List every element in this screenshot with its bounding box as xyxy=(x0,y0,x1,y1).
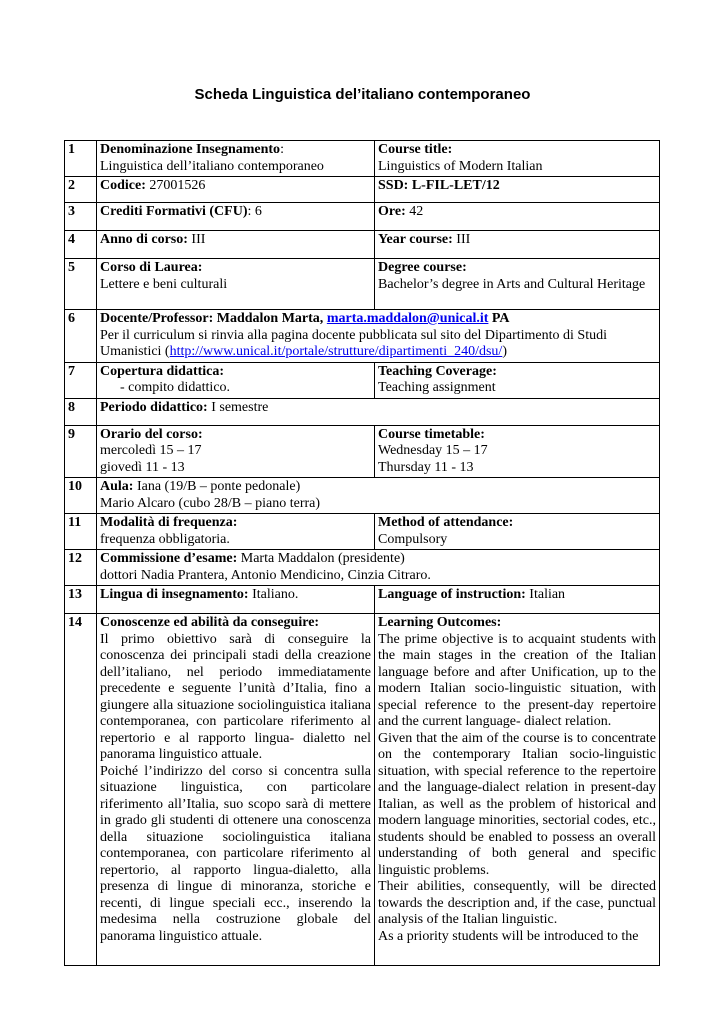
degree-course-label: Degree course: xyxy=(378,260,467,275)
code-value: 27001526 xyxy=(145,178,206,193)
course-title-value: Linguistics of Modern Italian xyxy=(378,158,543,174)
row-number: 11 xyxy=(65,514,97,550)
credits-value: : 6 xyxy=(247,204,262,219)
course-timetable-line1: Wednesday 15 – 17 xyxy=(378,443,488,458)
row-number: 14 xyxy=(65,614,97,966)
row-number: 2 xyxy=(65,177,97,203)
hours-value: 42 xyxy=(405,204,424,219)
year-value: III xyxy=(187,232,206,247)
knowledge-skills-label: Conoscenze ed abilità da conseguire: xyxy=(100,615,320,630)
professor-cell xyxy=(97,310,660,363)
degree-label: Corso di Laurea: xyxy=(100,260,203,275)
code-cell xyxy=(97,177,375,203)
instruction-language-label: Language of instruction: xyxy=(378,587,526,602)
course-title-label: Course title: xyxy=(378,142,453,157)
row-number: 13 xyxy=(65,586,97,614)
timetable-cell xyxy=(97,425,375,478)
attendance-label: Modalità di frequenza: xyxy=(100,515,238,530)
exam-board-line2: dottori Nadia Prantera, Antonio Mendicino, Cinzia Citraro. xyxy=(100,567,431,583)
table-row xyxy=(65,425,660,478)
ssd-cell xyxy=(375,177,660,203)
method-attendance-label: Method of attendance: xyxy=(378,515,514,530)
table-row xyxy=(65,614,660,966)
period-value: I semestre xyxy=(207,399,269,415)
degree-cell xyxy=(97,259,375,310)
code-label: Codice: xyxy=(100,178,146,193)
knowledge-skills-cell xyxy=(97,614,375,966)
row-number: 6 xyxy=(65,310,97,363)
ssd-label: SSD: L-FIL-LET/12 xyxy=(378,178,500,193)
table-row xyxy=(65,203,660,231)
row-number: 8 xyxy=(65,398,97,425)
year-label: Anno di corso: xyxy=(100,232,188,247)
classroom-cell xyxy=(97,478,660,514)
course-timetable-cell xyxy=(375,425,660,478)
row-number: 9 xyxy=(65,425,97,478)
row-number: 3 xyxy=(65,203,97,231)
department-url-link[interactable]: http://www.unical.it/portale/strutture/dipartimenti_240/dsu/ xyxy=(169,344,503,359)
page-title: Scheda Linguistica del’italiano contemporaneo xyxy=(194,86,531,103)
table-row xyxy=(65,586,660,614)
timetable-line1: mercoledì 15 – 17 xyxy=(100,443,202,458)
curriculum-text: Per il curriculum si rinvia alla pagina docente pubblicata sul sito del Dipartimento di Studi Umanistici ( xyxy=(100,327,607,359)
table-row xyxy=(65,514,660,550)
course-timetable-line2: Thursday 11 - 13 xyxy=(378,459,474,475)
year-course-value: III xyxy=(452,232,471,247)
row-number: 10 xyxy=(65,478,97,514)
timetable-label: Orario del corso: xyxy=(100,426,203,442)
credits-label: Crediti Formativi (CFU) xyxy=(100,204,248,219)
professor-role: PA xyxy=(488,311,510,326)
table-row xyxy=(65,478,660,514)
degree-course-value: Bachelor’s degree in Arts and Cultural Heritage xyxy=(378,276,646,292)
learning-outcomes-cell xyxy=(375,614,660,966)
period-cell xyxy=(97,398,660,425)
row-number: 5 xyxy=(65,259,97,310)
year-cell xyxy=(97,231,375,259)
method-attendance-value: Compulsory xyxy=(378,531,448,547)
instruction-language-cell xyxy=(375,586,660,614)
coverage-cell xyxy=(97,362,375,398)
course-sheet-table xyxy=(64,140,660,966)
classroom-line1: Iana (19/B – ponte pedonale) xyxy=(133,479,301,494)
row-number: 4 xyxy=(65,231,97,259)
hours-label: Ore: xyxy=(378,204,406,219)
learning-outcomes-p2: Given that the aim of the course is to concentrate on the contemporary Italian socio-linguistic situation, with special reference to the repertoire and the language-dialect relation in present-day Italian, as well as the problem of historical and modern language minorities, sectorial codes, etc., students should be enabled to possess an overall understanding of both general and specific linguistic problems. xyxy=(378,730,656,878)
table-row xyxy=(65,259,660,310)
exam-board-line1: Marta Maddalon (presidente) xyxy=(237,551,405,566)
row-number: 12 xyxy=(65,550,97,586)
year-course-label: Year course: xyxy=(378,232,453,247)
classroom-line2: Mario Alcaro (cubo 28/B – piano terra) xyxy=(100,495,321,511)
teaching-coverage-label: Teaching Coverage: xyxy=(378,363,497,379)
coverage-item: - compito didattico. xyxy=(120,380,231,395)
classroom-label: Aula: xyxy=(100,479,134,494)
row-number: 1 xyxy=(65,141,97,177)
learning-outcomes-p3: Their abilities, consequently, will be directed towards the description and, if the case, punctual analysis of the Italian linguistic. xyxy=(378,879,656,927)
timetable-line2: giovedì 11 - 13 xyxy=(100,459,185,475)
row-number: 7 xyxy=(65,362,97,398)
teaching-language-label: Lingua di insegnamento: xyxy=(100,587,249,602)
hours-cell xyxy=(375,203,660,231)
table-row xyxy=(65,310,660,363)
table-row xyxy=(65,398,660,425)
year-course-cell xyxy=(375,231,660,259)
coverage-label: Copertura didattica: xyxy=(100,363,225,379)
learning-outcomes-label: Learning Outcomes: xyxy=(378,615,502,630)
professor-label: Docente/Professor: Maddalon Marta, xyxy=(100,311,324,326)
method-attendance-cell xyxy=(375,514,660,550)
course-name-cell xyxy=(97,141,375,177)
table-row xyxy=(65,550,660,586)
course-timetable-label: Course timetable: xyxy=(378,426,485,442)
period-label: Periodo didattico: xyxy=(100,399,208,415)
table-row xyxy=(65,362,660,398)
course-name-value: Linguistica dell’italiano contemporaneo xyxy=(100,158,324,174)
course-name-sep: : xyxy=(280,142,284,157)
knowledge-skills-p1: Il primo obiettivo sarà di conseguire la conoscenza dei principali stadi della creazione dell’italiano, nel periodo immediatamente precedente e seguente l’unità d’Italia, fino a giungere alla situazione sociolinguistica italiana contemporanea, con particolare riferimento al repertorio e al rapporto lingua- dialetto nel panorama linguistico attuale. xyxy=(100,631,371,762)
credits-cell xyxy=(97,203,375,231)
table-row xyxy=(65,231,660,259)
teaching-coverage-value: Teaching assignment xyxy=(378,380,496,395)
teaching-coverage-cell xyxy=(375,362,660,398)
attendance-cell xyxy=(97,514,375,550)
attendance-value: frequenza obbligatoria. xyxy=(100,531,230,547)
course-title-cell xyxy=(375,141,660,177)
learning-outcomes-p4: As a priority students will be introduced to the xyxy=(378,928,639,944)
course-name-label: Denominazione Insegnamento xyxy=(100,142,281,157)
exam-board-label: Commissione d’esame: xyxy=(100,551,238,566)
learning-outcomes-p1: The prime objective is to acquaint students with the main stages in the creation of the Italian language before and after Unification, up to the modern Italian socio-linguistic situation, with special reference to the present-day repertoire and the current language- dialect relation. xyxy=(378,631,656,729)
professor-email-link[interactable]: marta.maddalon@unical.it xyxy=(326,311,489,326)
table-row xyxy=(65,141,660,177)
curriculum-text-end: ) xyxy=(502,344,507,359)
table-row xyxy=(65,177,660,203)
instruction-language-value: Italian xyxy=(525,587,566,602)
teaching-language-value: Italiano. xyxy=(248,587,299,602)
degree-value: Lettere e beni culturali xyxy=(100,276,228,292)
degree-course-cell xyxy=(375,259,660,310)
exam-board-cell xyxy=(97,550,660,586)
teaching-language-cell xyxy=(97,586,375,614)
knowledge-skills-p2: Poiché l’indirizzo del corso si concentra sulla situazione linguistica, con particolare riferimento all’Italia, suo scopo sarà di mettere in grado gli studenti di ottenere una conoscenza della situazione sociolinguistica italiana contemporanea, con particolare riferimento al repertorio, al rapporto lingua-dialetto, alla presenza di lingue di minoranza, storiche e recenti, di lingue speciali ecc., inserendo la medesima nella costruzione globale del panorama linguistico attuale. xyxy=(100,763,371,944)
